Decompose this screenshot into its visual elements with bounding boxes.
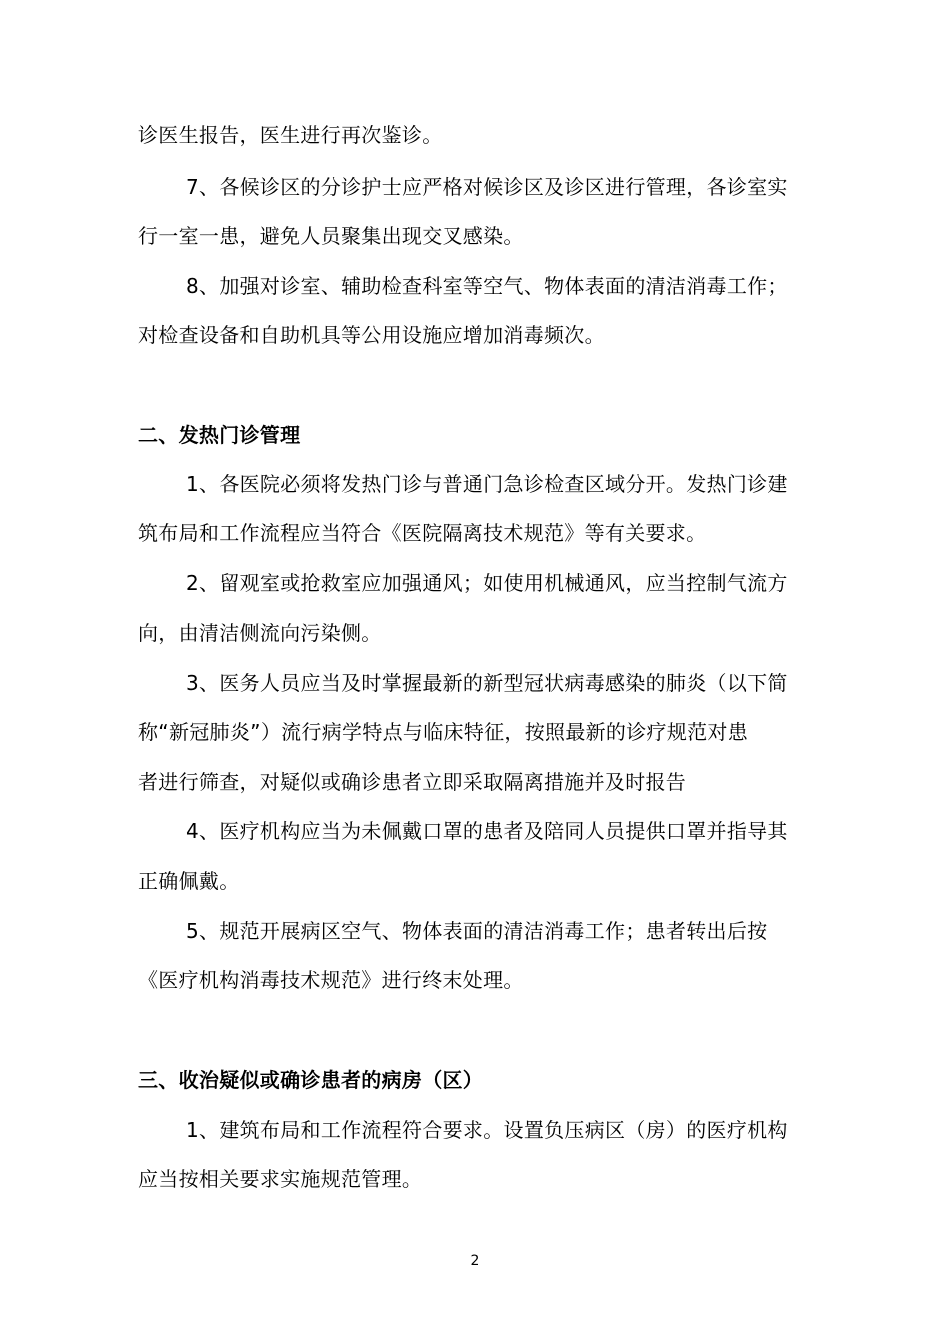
paragraph-line: 行一室一患，避免人员聚集出现交叉感染。 (138, 224, 524, 248)
section-heading: 三、收治疑似或确诊患者的病房（区） (138, 1068, 484, 1092)
paragraph-line: 4、医疗机构应当为未佩戴口罩的患者及陪同人员提供口罩并指导其 (186, 819, 788, 843)
paragraph-line: 诊医生报告，医生进行再次鉴诊。 (138, 123, 443, 147)
section-heading: 二、发热门诊管理 (138, 423, 301, 447)
paragraph-line: 8、加强对诊室、辅助检查科室等空气、物体表面的清洁消毒工作； (186, 274, 788, 298)
paragraph-line: 筑布局和工作流程应当符合《医院隔离技术规范》等有关要求。 (138, 521, 707, 545)
paragraph-line: 7、各候诊区的分诊护士应严格对候诊区及诊区进行管理，各诊室实 (186, 175, 788, 199)
paragraph-line: 1、建筑布局和工作流程符合要求。设置负压病区（房）的医疗机构 (186, 1118, 788, 1142)
paragraph-line: 1、各医院必须将发热门诊与普通门急诊检查区域分开。发热门诊建 (186, 472, 788, 496)
paragraph-line: 《医疗机构消毒技术规范》进行终末处理。 (138, 968, 524, 992)
paragraph-line: 对检查设备和自助机具等公用设施应增加消毒频次。 (138, 323, 605, 347)
page-number: 2 (470, 1253, 480, 1269)
paragraph-line: 2、留观室或抢救室应加强通风；如使用机械通风，应当控制气流方 (186, 571, 788, 595)
paragraph-line: 正确佩戴。 (138, 869, 240, 893)
paragraph-line: 3、医务人员应当及时掌握最新的新型冠状病毒感染的肺炎（以下简 (186, 671, 788, 695)
paragraph-line: 5、规范开展病区空气、物体表面的清洁消毒工作；患者转出后按 (186, 919, 768, 943)
paragraph-line: 称“新冠肺炎”）流行病学特点与临床特征，按照最新的诊疗规范对患 (138, 720, 749, 744)
paragraph-line: 应当按相关要求实施规范管理。 (138, 1167, 423, 1191)
paragraph-line: 向，由清洁侧流向污染侧。 (138, 621, 382, 645)
paragraph-line: 者进行筛查，对疑似或确诊患者立即采取隔离措施并及时报告 (138, 770, 687, 794)
